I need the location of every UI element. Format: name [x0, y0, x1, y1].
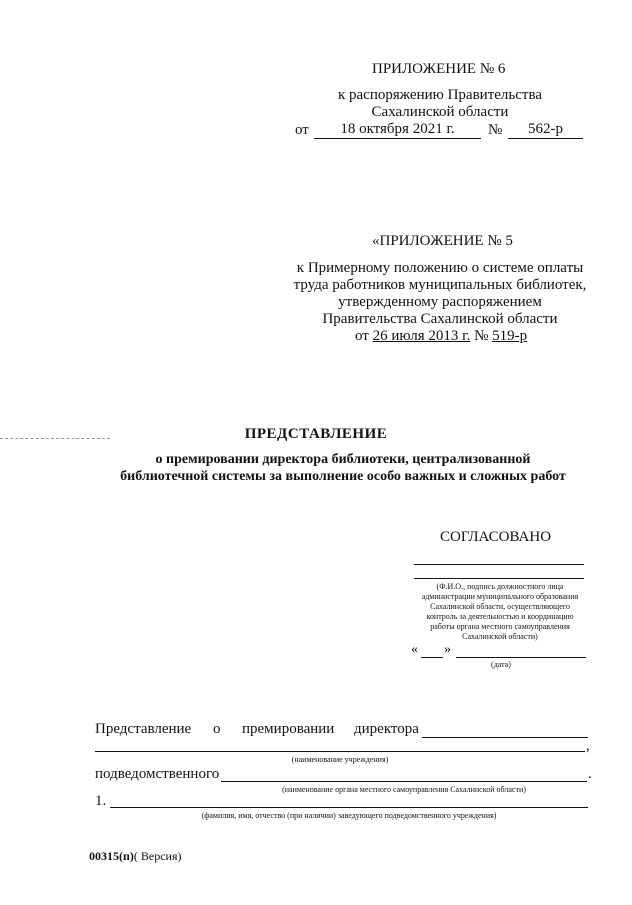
document-title: ПРЕДСТАВЛЕНИЕ [244, 426, 388, 442]
approval-title: СОГЛАСОВАНО [440, 529, 552, 545]
appendix6-date-line [314, 138, 481, 139]
approval-date-caption: (дата) [491, 660, 511, 669]
body-word: Представление [95, 721, 192, 737]
body-word: премировании [242, 721, 335, 737]
appendix5-line: утвержденному распоряжением [338, 294, 542, 310]
authority-fill-line [221, 781, 587, 782]
appendix6-number-label: № [488, 122, 503, 138]
approval-signature-line-2 [414, 578, 584, 579]
appendix6-number-line [508, 138, 583, 139]
approval-caption-line: администрации муниципального образования [421, 592, 579, 601]
authority-period: . [588, 766, 592, 782]
item1-label: 1. [95, 793, 107, 809]
appendix6-line1: к распоряжению Правительства [337, 87, 542, 103]
approval-day-line [421, 657, 443, 658]
appendix6-line2: Сахалинской области [371, 104, 509, 120]
appendix5-line: к Примерному положению о системе оплаты [296, 260, 584, 276]
name-fill-line [110, 807, 588, 808]
document-subtitle-line2: библиотечной системы за выполнение особо важных и сложных работ [120, 469, 566, 484]
approval-caption-line: Сахалинской области) [462, 632, 538, 641]
document-subtitle-line1: о премировании директора библиотеки, централизованной [155, 452, 531, 467]
approval-caption-line: работы органа местного самоуправления [430, 622, 570, 631]
institution-caption: (наименование учреждения) [291, 755, 389, 764]
appendix5-from-label: от [355, 328, 369, 344]
appendix5-line: труда работников муниципальных библиотек, [293, 277, 587, 293]
approval-caption-line: контроль за деятельностью и координацию [426, 612, 574, 621]
appendix5-line: Правительства Сахалинской области [322, 311, 558, 327]
appendix6-date: 18 октября 2021 г. [340, 121, 455, 137]
footer-version [89, 849, 182, 864]
appendix5-from-line [355, 328, 527, 345]
appendix5-number: 519-р [492, 328, 528, 344]
director-fill-line [422, 737, 588, 738]
body-word: директора [354, 721, 419, 737]
appendix6-from-label: от [295, 122, 309, 138]
approval-quote-close: » [444, 642, 451, 657]
subordinate-label: подведомственного [95, 766, 220, 782]
institution-comma: , [586, 738, 590, 754]
body-word: о [213, 721, 221, 737]
appendix5-title: «ПРИЛОЖЕНИЕ № 5 [372, 233, 513, 249]
appendix5-number-label: № [474, 328, 489, 344]
approval-signature-line [414, 564, 584, 565]
approval-quote-open: « [411, 642, 418, 657]
institution-fill-line [95, 751, 585, 752]
approval-caption-line: (Ф.И.О., подпись должностного лица [436, 582, 564, 591]
approval-date-line [456, 657, 586, 658]
name-caption: (фамилия, имя, отчество (при наличии) заведующего подведомственного учреждения) [201, 811, 497, 820]
footer-code: 00315(п) [89, 849, 134, 863]
authority-caption: (наименование органа местного самоуправления Сахалинской области) [282, 785, 526, 794]
appendix6-number: 562-р [528, 121, 563, 137]
appendix6-title: ПРИЛОЖЕНИЕ № 6 [372, 61, 506, 77]
approval-caption-line: Сахалинской области, осуществляющего [430, 602, 570, 611]
appendix5-date: 26 июля 2013 г. [372, 328, 471, 344]
footer-version-label: ( Версия) [133, 849, 182, 863]
